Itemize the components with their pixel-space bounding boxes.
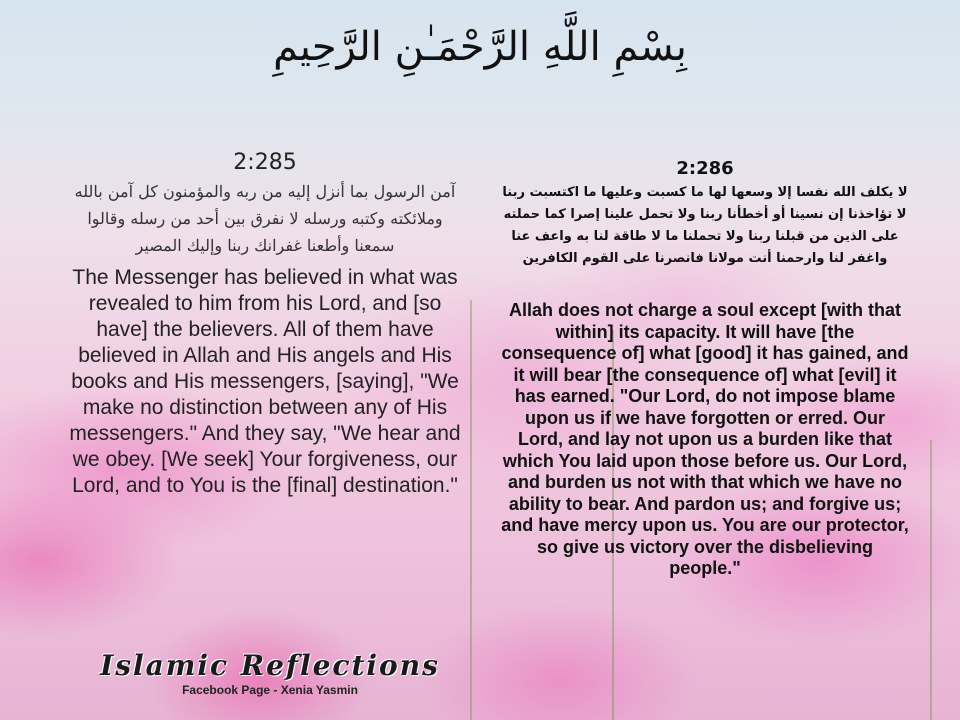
verse-2-285-block: [65, 150, 465, 499]
verse-arabic-text: آمن الرسول بما أنزل إليه من ربه والمؤمنون كل آمن بالله وملائكته وكتبه ورسله لا نفرق بين أحد من رسله وقالوا سمعنا وأطعنا غفرانك ربنا وإليك المصير: [74, 182, 456, 255]
verse-english-translation: The Messenger has believed in what was revealed to him from his Lord, and [so have] the believers. All of them have believed in Allah and His angels and His books and His messengers, [saying], "We make no distinction between any of His messengers." And they say, "We hear and we obey. [We seek] Your forgiveness, our Lord, and to You is the [final] destination.": [69, 266, 461, 497]
flower-stem-decoration: [930, 440, 932, 720]
verse-arabic-text: لا يكلف الله نفسا إلا وسعها لها ما كسبت وعليها ما اكتسبت ربنا لا تؤاخذنا إن نسينا أو أخطأنا ربنا ولا تحمل علينا إصرا كما حملته على الذين من قبلنا ربنا ولا تحملنا ما لا طاقة لنا به واعف عنا واغفر لنا وارحمنا أنت مولانا فانصرنا على القوم الكافرين: [502, 185, 908, 266]
verse-reference: 2:286: [676, 158, 734, 179]
islamic-reflections-logo: [100, 650, 440, 698]
verse-2-286-block: [500, 158, 910, 580]
logo-subtitle: Facebook Page - Xenia Yasmin: [182, 683, 358, 697]
bismillah-title: بِسْمِ اللَّهِ الرَّحْمَـٰنِ الرَّحِيمِ: [273, 24, 687, 70]
verse-reference: 2:285: [233, 150, 297, 175]
flower-stem-decoration: [470, 300, 472, 720]
logo-title: Islamic Reflections: [100, 649, 440, 682]
verse-english-translation: Allah does not charge a soul except [with that within] its capacity. It will have [the consequence of] what [good] it has gained, and it will bear [the consequence of] what [evil] it has earned. "Our Lord, do not impose blame upon us if we have forgotten or erred. Our Lord, and lay not upon us a burden like that which You laid upon those before us. Our Lord, and burden us not with that which we have no ability to bear. And pardon us; and forgive us; and have mercy upon us. You are our protector, so give us victory over the disbelieving people.": [501, 300, 909, 578]
